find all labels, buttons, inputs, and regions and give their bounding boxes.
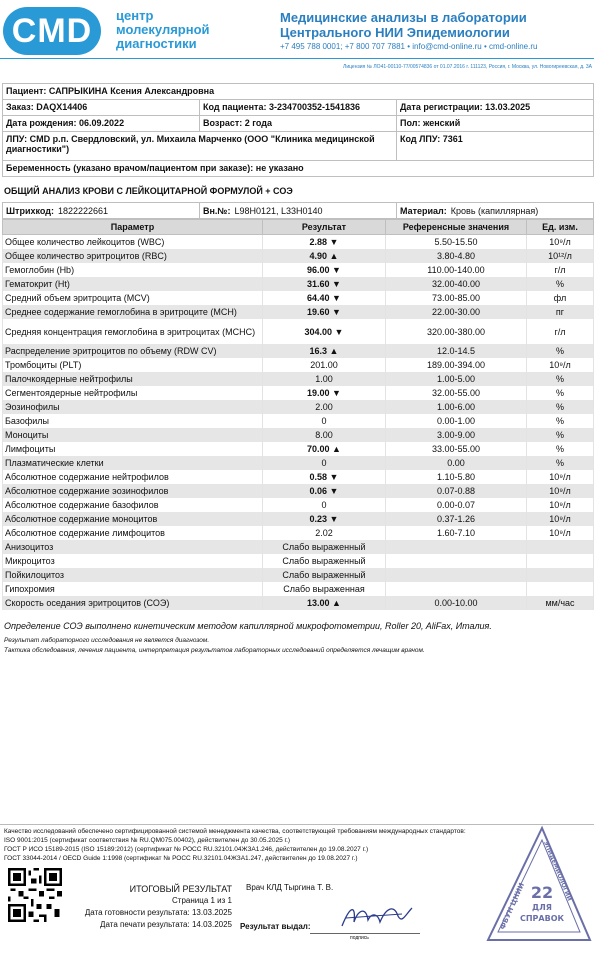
result-unit bbox=[527, 568, 594, 582]
pregnancy-info: Беременность (указано врачом/пациентом при заказе): не указано bbox=[3, 161, 594, 177]
result-value: 2.88 ▼ bbox=[263, 235, 386, 250]
result-reference: 0.07-0.88 bbox=[386, 484, 527, 498]
result-parameter: Абсолютное содержание нейтрофилов bbox=[3, 470, 263, 484]
registration-date: Дата регистрации: 13.03.2025 bbox=[397, 100, 594, 116]
cert-line: ГОСТ Р ИСО 15189-2015 (ISO 15189:2012) (сертификат № РОСС RU.32101.04ЖЗА1.246, действителен до 19.08.2027 г.) bbox=[4, 846, 369, 853]
result-row bbox=[3, 235, 594, 250]
result-row bbox=[3, 456, 594, 470]
column-header-unit: Ед. изм. bbox=[527, 220, 594, 235]
column-header-parameter: Параметр bbox=[3, 220, 263, 235]
result-parameter: Общее количество эритроцитов (RBC) bbox=[3, 249, 263, 263]
certification-text bbox=[4, 827, 466, 863]
birth-date: Дата рождения: 06.09.2022 bbox=[3, 116, 200, 132]
result-reference: 0.00-1.00 bbox=[386, 414, 527, 428]
result-unit: 10⁹/л bbox=[527, 512, 594, 526]
result-row bbox=[3, 512, 594, 526]
result-unit: % bbox=[527, 277, 594, 291]
result-reference: 320.00-380.00 bbox=[386, 319, 527, 344]
patient-age: Возраст: 2 года bbox=[200, 116, 397, 132]
ready-date: Дата готовности результата: 13.03.2025 bbox=[84, 908, 232, 917]
result-value: 13.00 ▲ bbox=[263, 596, 386, 610]
result-row bbox=[3, 414, 594, 428]
stamp-line1: ДЛЯ bbox=[532, 903, 552, 912]
result-reference bbox=[386, 554, 527, 568]
patient-sex: Пол: женский bbox=[397, 116, 594, 132]
result-row bbox=[3, 582, 594, 596]
result-parameter: Абсолютное содержание моноцитов bbox=[3, 512, 263, 526]
internal-number-cell bbox=[200, 203, 397, 219]
result-unit: 10⁹/л bbox=[527, 484, 594, 498]
result-unit bbox=[527, 540, 594, 554]
result-value: 31.60 ▼ bbox=[263, 277, 386, 291]
stamp-icon bbox=[480, 822, 596, 956]
result-value: 0 bbox=[263, 498, 386, 512]
result-row bbox=[3, 386, 594, 400]
result-parameter: Гемоглобин (Hb) bbox=[3, 263, 263, 277]
result-reference: 0.00 bbox=[386, 456, 527, 470]
result-value: 1.00 bbox=[263, 372, 386, 386]
result-parameter: Плазматические клетки bbox=[3, 456, 263, 470]
result-value: 0.23 ▼ bbox=[263, 512, 386, 526]
result-row bbox=[3, 428, 594, 442]
result-reference: 189.00-394.00 bbox=[386, 358, 527, 372]
results-table bbox=[2, 219, 594, 610]
result-value: Слабо выраженный bbox=[263, 540, 386, 554]
disclaimer-line: Результат лабораторного исследования не является диагнозом. bbox=[4, 637, 210, 644]
cert-line: Качество исследований обеспечено сертифицированной системой менеджмента качества, соответствующей требованиям международных стандартов: bbox=[4, 828, 466, 835]
sample-info bbox=[2, 202, 594, 219]
result-value: 2.02 bbox=[263, 526, 386, 540]
logo-subtitle-line: молекулярной bbox=[116, 22, 210, 37]
result-value: 4.90 ▲ bbox=[263, 249, 386, 263]
result-reference: 12.0-14.5 bbox=[386, 344, 527, 358]
barcode-label: Штрихкод: bbox=[6, 205, 54, 216]
result-reference bbox=[386, 582, 527, 596]
result-row bbox=[3, 526, 594, 540]
result-row bbox=[3, 319, 594, 344]
patient-name: Пациент: САПРЫКИНА Ксения Александровна bbox=[3, 84, 594, 100]
result-unit: 10⁹/л bbox=[527, 235, 594, 250]
header-divider bbox=[0, 58, 594, 59]
result-reference: 0.00-0.07 bbox=[386, 498, 527, 512]
result-reference: 1.10-5.80 bbox=[386, 470, 527, 484]
result-parameter: Лимфоциты bbox=[3, 442, 263, 456]
disclaimer-line: Тактика обследования, лечения пациента, интерпретация результатов лабораторных исследований определяется лечащим врачом. bbox=[4, 647, 425, 654]
result-parameter: Пойкилоцитоз bbox=[3, 568, 263, 582]
barcode-value: 1822222661 bbox=[57, 205, 109, 216]
result-value: 19.60 ▼ bbox=[263, 305, 386, 319]
result-unit: г/л bbox=[527, 263, 594, 277]
result-parameter: Абсолютное содержание лимфоцитов bbox=[3, 526, 263, 540]
result-row bbox=[3, 484, 594, 498]
result-reference: 3.80-4.80 bbox=[386, 249, 527, 263]
result-unit bbox=[527, 554, 594, 568]
result-value: 201.00 bbox=[263, 358, 386, 372]
result-parameter: Анизоцитоз bbox=[3, 540, 263, 554]
license-text: Лицензия № ЛО41-00110-77/00574836 от 01.07.2016 г. 111123, Россия, г. Москва, ул. Новогиреевская, д. 3А bbox=[343, 64, 592, 70]
result-row bbox=[3, 277, 594, 291]
result-row bbox=[3, 596, 594, 610]
result-value: 16.3 ▲ bbox=[263, 344, 386, 358]
stamp-arc-right: ЭПИДЕМИОЛОГИИ bbox=[542, 840, 573, 903]
result-parameter: Средняя концентрация гемоглобина в эритроцитах (MCHC) bbox=[3, 319, 263, 344]
barcode-cell bbox=[3, 203, 200, 219]
result-row bbox=[3, 305, 594, 319]
lab-title bbox=[280, 10, 527, 40]
stamp-line2: СПРАВОК bbox=[519, 914, 565, 923]
material-value: Кровь (капиллярная) bbox=[450, 205, 539, 216]
result-unit: % bbox=[527, 414, 594, 428]
signature-line bbox=[310, 933, 420, 934]
result-row bbox=[3, 568, 594, 582]
result-value: 304.00 ▼ bbox=[263, 319, 386, 344]
material-cell bbox=[397, 203, 594, 219]
result-parameter: Микроцитоз bbox=[3, 554, 263, 568]
result-row bbox=[3, 554, 594, 568]
result-value: Слабо выраженный bbox=[263, 568, 386, 582]
result-reference: 1.00-6.00 bbox=[386, 400, 527, 414]
signature-icon bbox=[336, 896, 416, 936]
column-header-reference: Референсные значения bbox=[386, 220, 527, 235]
result-value: 2.00 bbox=[263, 400, 386, 414]
result-parameter: Эозинофилы bbox=[3, 400, 263, 414]
result-row bbox=[3, 442, 594, 456]
result-unit: 10⁹/л bbox=[527, 526, 594, 540]
logo-subtitle bbox=[116, 9, 210, 51]
result-unit: % bbox=[527, 344, 594, 358]
logo-subtitle-line: центр bbox=[116, 8, 154, 23]
result-reference bbox=[386, 568, 527, 582]
result-reference: 22.00-30.00 bbox=[386, 305, 527, 319]
result-row bbox=[3, 291, 594, 305]
result-reference: 32.00-55.00 bbox=[386, 386, 527, 400]
result-reference bbox=[386, 540, 527, 554]
result-unit: % bbox=[527, 456, 594, 470]
result-unit bbox=[527, 582, 594, 596]
result-unit: % bbox=[527, 428, 594, 442]
result-reference: 1.00-5.00 bbox=[386, 372, 527, 386]
column-header-result: Результат bbox=[263, 220, 386, 235]
patient-code: Код пациента: 3-234700352-1541836 bbox=[200, 100, 397, 116]
result-value: 8.00 bbox=[263, 428, 386, 442]
result-row bbox=[3, 498, 594, 512]
result-parameter: Сегментоядерные нейтрофилы bbox=[3, 386, 263, 400]
result-parameter: Гематокрит (Ht) bbox=[3, 277, 263, 291]
result-unit: % bbox=[527, 400, 594, 414]
result-reference: 0.37-1.26 bbox=[386, 512, 527, 526]
result-reference: 32.00-40.00 bbox=[386, 277, 527, 291]
internal-number-label: Вн.№: bbox=[203, 205, 231, 216]
result-row bbox=[3, 470, 594, 484]
result-parameter: Абсолютное содержание базофилов bbox=[3, 498, 263, 512]
test-title: ОБЩИЙ АНАЛИЗ КРОВИ С ЛЕЙКОЦИТАРНОЙ ФОРМУЛОЙ + СОЭ bbox=[4, 186, 293, 196]
result-unit: г/л bbox=[527, 319, 594, 344]
final-result-block bbox=[80, 883, 232, 931]
result-row bbox=[3, 263, 594, 277]
print-date: Дата печати результата: 14.03.2025 bbox=[100, 920, 232, 929]
final-result-title: ИТОГОВЫЙ РЕЗУЛЬТАТ bbox=[129, 884, 232, 894]
result-value: 0.58 ▼ bbox=[263, 470, 386, 484]
result-parameter: Базофилы bbox=[3, 414, 263, 428]
result-unit: % bbox=[527, 372, 594, 386]
result-reference: 3.00-9.00 bbox=[386, 428, 527, 442]
lab-title-line: Центрального НИИ Эпидемиологии bbox=[280, 25, 510, 40]
result-value: 96.00 ▼ bbox=[263, 263, 386, 277]
stamp-arc-left: ФБУН ЦНИИ bbox=[498, 881, 527, 931]
result-value: Слабо выраженная bbox=[263, 582, 386, 596]
lpu: ЛПУ: CMD р.п. Свердловский, ул. Михаила Марченко (ООО "Клиника медицинской диагностики") bbox=[3, 132, 397, 161]
result-reference: 5.50-15.50 bbox=[386, 235, 527, 250]
result-parameter: Распределение эритроцитов по объему (RDW CV) bbox=[3, 344, 263, 358]
result-reference: 0.00-10.00 bbox=[386, 596, 527, 610]
result-value: 0 bbox=[263, 414, 386, 428]
result-parameter: Палочкоядерные нейтрофилы bbox=[3, 372, 263, 386]
logo-subtitle-line: диагностики bbox=[116, 36, 197, 51]
page-number: Страница 1 из 1 bbox=[172, 896, 232, 905]
cert-line: ГОСТ 33044-2014 / OECD Guide 1:1998 (сертификат № РОСС RU.32101.04ЖЗА1.247, действителен до 19.08.2027 г.) bbox=[4, 855, 358, 862]
result-unit: 10⁹/л bbox=[527, 470, 594, 484]
result-unit: мм/час bbox=[527, 596, 594, 610]
result-value: Слабо выраженный bbox=[263, 554, 386, 568]
result-unit: 10¹²/л bbox=[527, 249, 594, 263]
result-unit: 10⁹/л bbox=[527, 358, 594, 372]
lpu-code: Код ЛПУ: 7361 bbox=[397, 132, 594, 161]
result-reference: 1.60-7.10 bbox=[386, 526, 527, 540]
cmd-logo: CMD bbox=[3, 7, 101, 55]
result-value: 70.00 ▲ bbox=[263, 442, 386, 456]
disclaimer-notes bbox=[4, 636, 425, 656]
result-unit: фл bbox=[527, 291, 594, 305]
order-number: Заказ: DAQX14406 bbox=[3, 100, 200, 116]
result-row bbox=[3, 372, 594, 386]
result-parameter: Тромбоциты (PLT) bbox=[3, 358, 263, 372]
qr-code[interactable] bbox=[8, 868, 62, 922]
result-unit: 10⁹/л bbox=[527, 498, 594, 512]
signature-caption: подпись bbox=[350, 935, 369, 941]
lab-title-line: Медицинские анализы в лаборатории bbox=[280, 10, 527, 25]
result-parameter: Абсолютное содержание эозинофилов bbox=[3, 484, 263, 498]
soe-method-note: Определение СОЭ выполнено кинетическим методом капиллярной микрофотометрии, Roller 20, AliFax, Италия. bbox=[4, 621, 492, 631]
material-label: Материал: bbox=[400, 205, 447, 216]
result-row bbox=[3, 344, 594, 358]
result-parameter: Общее количество лейкоцитов (WBC) bbox=[3, 235, 263, 250]
result-row bbox=[3, 400, 594, 414]
result-parameter: Скорость оседания эритроцитов (СОЭ) bbox=[3, 596, 263, 610]
result-parameter: Гипохромия bbox=[3, 582, 263, 596]
result-value: 0 bbox=[263, 456, 386, 470]
stamp-number: 22 bbox=[530, 883, 554, 902]
result-value: 0.06 ▼ bbox=[263, 484, 386, 498]
cert-line: ISO 9001:2015 (сертификат соответствия № RU.QM075.00402), действителен до 30.05.2025 г.) bbox=[4, 837, 291, 844]
result-parameter: Средний объем эритроцита (MCV) bbox=[3, 291, 263, 305]
result-reference: 73.00-85.00 bbox=[386, 291, 527, 305]
result-row bbox=[3, 358, 594, 372]
result-value: 64.40 ▼ bbox=[263, 291, 386, 305]
result-row bbox=[3, 540, 594, 554]
result-parameter: Моноциты bbox=[3, 428, 263, 442]
internal-number-value: L98H0121, L33H0140 bbox=[234, 205, 323, 216]
patient-info-table bbox=[2, 83, 594, 177]
lab-contacts: +7 495 788 0001; +7 800 707 7881 • info@cmd-online.ru • cmd-online.ru bbox=[280, 42, 538, 51]
result-unit: % bbox=[527, 386, 594, 400]
result-parameter: Среднее содержание гемоглобина в эритроците (MCH) bbox=[3, 305, 263, 319]
result-unit: пг bbox=[527, 305, 594, 319]
result-value: 19.00 ▼ bbox=[263, 386, 386, 400]
result-row bbox=[3, 249, 594, 263]
doctor-name: Врач КЛД Тыргина Т. В. bbox=[246, 883, 334, 892]
issued-by-label: Результат выдал: bbox=[240, 922, 311, 931]
results-body bbox=[3, 235, 594, 611]
result-reference: 110.00-140.00 bbox=[386, 263, 527, 277]
result-reference: 33.00-55.00 bbox=[386, 442, 527, 456]
result-unit: % bbox=[527, 442, 594, 456]
